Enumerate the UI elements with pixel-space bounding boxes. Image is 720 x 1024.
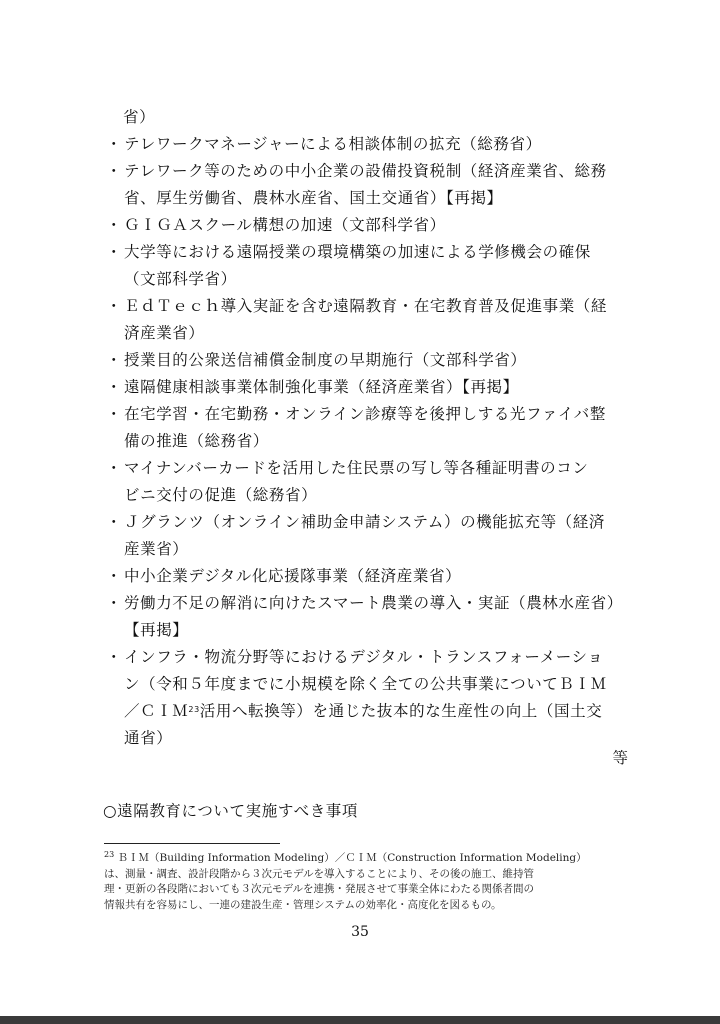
list-item-text: 【再掲】 <box>124 621 189 639</box>
list-item <box>104 590 632 644</box>
bullet-marker: ・ <box>106 594 123 612</box>
bullet-marker: ・ <box>106 405 123 423</box>
list-item-text: Ｊグランツ（オンライン補助金申請システム）の機能拡充等（経済 <box>124 513 605 531</box>
bullet-marker: ・ <box>106 648 123 666</box>
list-item <box>104 644 632 752</box>
etc-marker: 等 <box>612 749 628 767</box>
list-item-text: ン（令和５年度までに小規模を除く全ての公共事業についてＢＩＭ <box>124 675 607 693</box>
bullet-marker: ・ <box>106 297 123 315</box>
list-item-text: テレワーク等のための中小企業の設備投資税制（経済産業省、総務 <box>124 162 607 180</box>
list-item-text: マイナンバーカードを活用した住民票の写し等各種証明書のコン <box>124 459 589 477</box>
footnote-number: 23 <box>104 850 115 859</box>
continuation-text: 省） <box>123 108 156 126</box>
list-item <box>104 212 632 239</box>
list-item-text: ＥｄＴｅｃｈ導入実証を含む遠隔教育・在宅教育普及促進事業（経 <box>124 297 608 315</box>
list-item-text: テレワークマネージャーによる相談体制の拡充（総務省） <box>124 135 542 153</box>
section-heading: ○遠隔教育について実施すべき事項 <box>103 802 359 820</box>
list-item-text: ＧＩＧＡスクール構想の加速（文部科学省） <box>124 216 446 234</box>
list-item <box>104 374 632 401</box>
bullet-marker: ・ <box>106 216 123 234</box>
bullet-marker: ・ <box>106 378 123 396</box>
list-item <box>104 563 632 590</box>
list-item <box>104 401 632 455</box>
list-item-text: 大学等における遠隔授業の環境構築の加速による学修機会の確保 <box>124 243 591 261</box>
bullet-marker: ・ <box>106 459 123 477</box>
list-item <box>104 131 632 158</box>
bullet-marker: ・ <box>106 162 123 180</box>
list-item-text: 省、厚生労働省、農林水産省、国土交通省）【再掲】 <box>124 189 503 207</box>
footnote-divider <box>104 843 280 844</box>
list-item-text: 遠隔健康相談事業体制強化事業（経済産業省）【再掲】 <box>124 378 519 396</box>
list-item <box>104 509 632 563</box>
list-item-text: 備の推進（総務省） <box>124 432 269 450</box>
list-item-text: 済産業省） <box>124 324 205 342</box>
footnote-line: 理・更新の各段階においても３次元モデルを連携・発展させて事業全体にわたる関係者間の <box>104 883 534 895</box>
footnote-line: 情報共有を容易にし、一連の建設生産・管理システムの効率化・高度化を図るもの。 <box>104 898 502 911</box>
bullet-marker: ・ <box>106 135 123 153</box>
measures-list <box>104 131 632 752</box>
footnote-text: ＢＩＭ（Building Information Modeling）／ＣＩＭ（Construction Information Modeling） <box>117 852 587 864</box>
list-item-text-segment: 活用へ転換等）を通じた抜本的な生産性の向上（国土交 <box>199 702 603 720</box>
list-item-text: ビニ交付の促進（総務省） <box>124 486 318 504</box>
footnote <box>104 851 634 913</box>
list-item-text: 在宅学習・在宅勤務・オンライン診療等を後押しする光ファイバ整 <box>124 405 606 423</box>
list-item-text: 産業省） <box>124 540 189 558</box>
footnote-line <box>104 851 634 867</box>
list-item-text: （文部科学省） <box>124 270 237 288</box>
list-item-text-segment: ／ＣＩＭ <box>124 702 189 720</box>
bullet-marker: ・ <box>106 513 123 531</box>
list-item-text: インフラ・物流分野等におけるデジタル・トランスフォーメーショ <box>124 648 604 666</box>
footnote-ref: 23 <box>188 705 200 714</box>
list-item <box>104 455 632 509</box>
list-item-text <box>124 698 632 725</box>
list-item-text: 授業目的公衆送信補償金制度の早期施行（文部科学省） <box>124 351 527 369</box>
bullet-marker: ・ <box>106 351 123 369</box>
viewer-bottom-bar <box>0 1016 720 1024</box>
bullet-marker: ・ <box>106 243 123 261</box>
list-item-text: 中小企業デジタル化応援隊事業（経済産業省） <box>124 567 462 585</box>
footnote-line: は、測量・調査、設計段階から３次元モデルを導入することにより、その後の施工、維持管 <box>104 867 534 880</box>
bullet-marker: ・ <box>106 567 123 585</box>
list-item <box>104 347 632 374</box>
list-item-text: 通省） <box>124 729 173 747</box>
list-item <box>104 293 632 347</box>
list-item-text: 労働力不足の解消に向けたスマート農業の導入・実証（農林水産省） <box>124 594 623 612</box>
list-item <box>104 239 632 293</box>
list-item <box>104 158 632 212</box>
page-number: 35 <box>351 924 369 940</box>
